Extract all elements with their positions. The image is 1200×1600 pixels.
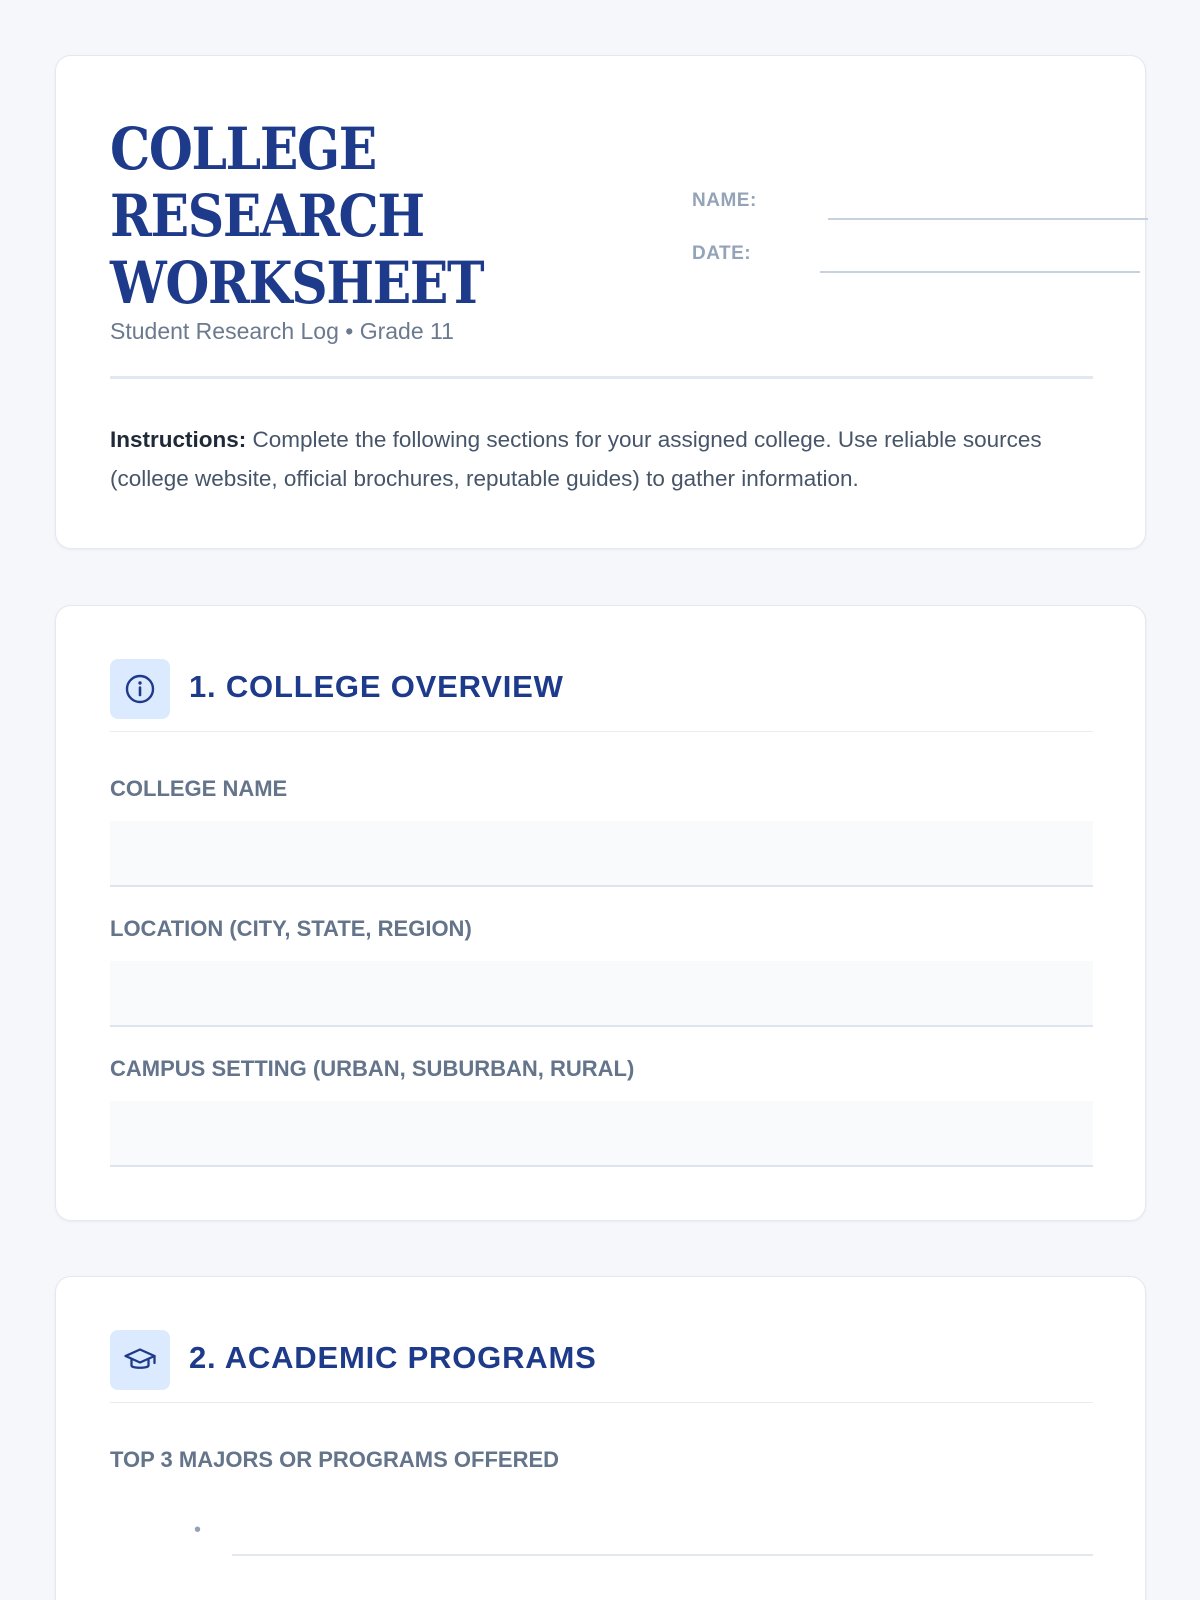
title-line: RESEARCH: [110, 182, 424, 250]
header-card: [55, 55, 1146, 549]
date-line[interactable]: [820, 271, 1140, 273]
list-item: [110, 1515, 1093, 1555]
info-icon: [110, 659, 170, 719]
header-divider: [110, 376, 1093, 379]
section-header: [110, 1330, 1093, 1402]
title-line: COLLEGE: [110, 115, 376, 183]
name-line[interactable]: [828, 218, 1148, 220]
date-label: DATE:: [692, 243, 752, 264]
instructions: [110, 420, 1095, 498]
location-input[interactable]: [110, 961, 1093, 1027]
bullet-point: •: [194, 1519, 202, 1541]
section-divider: [110, 731, 1093, 732]
campus-setting-label: CAMPUS SETTING (URBAN, SUBURBAN, RURAL): [110, 1056, 635, 1081]
major-entry-line[interactable]: [232, 1554, 1093, 1556]
section-title: 1. COLLEGE OVERVIEW: [189, 669, 564, 704]
location-label: LOCATION (CITY, STATE, REGION): [110, 916, 472, 941]
graduation-cap-icon: [110, 1330, 170, 1390]
instructions-text: Complete the following sections for your assigned college. Use reliable sources (college website, official brochures, reputable guides) to gather information.: [110, 427, 1042, 491]
college-name-input[interactable]: [110, 821, 1093, 887]
college-overview-section: [55, 605, 1146, 1221]
worksheet-subtitle: Student Research Log • Grade 11: [110, 318, 454, 344]
section-title: 2. ACADEMIC PROGRAMS: [189, 1340, 597, 1375]
section-divider: [110, 1402, 1093, 1403]
academic-programs-section: [55, 1276, 1146, 1600]
name-label: NAME:: [692, 190, 757, 211]
instructions-label: Instructions:: [110, 427, 247, 452]
worksheet-title: [110, 116, 539, 317]
college-name-label: COLLEGE NAME: [110, 776, 288, 801]
majors-label: TOP 3 MAJORS OR PROGRAMS OFFERED: [110, 1447, 560, 1472]
campus-setting-input[interactable]: [110, 1101, 1093, 1167]
title-line: WORKSHEET: [110, 249, 484, 317]
section-header: [110, 659, 1093, 731]
